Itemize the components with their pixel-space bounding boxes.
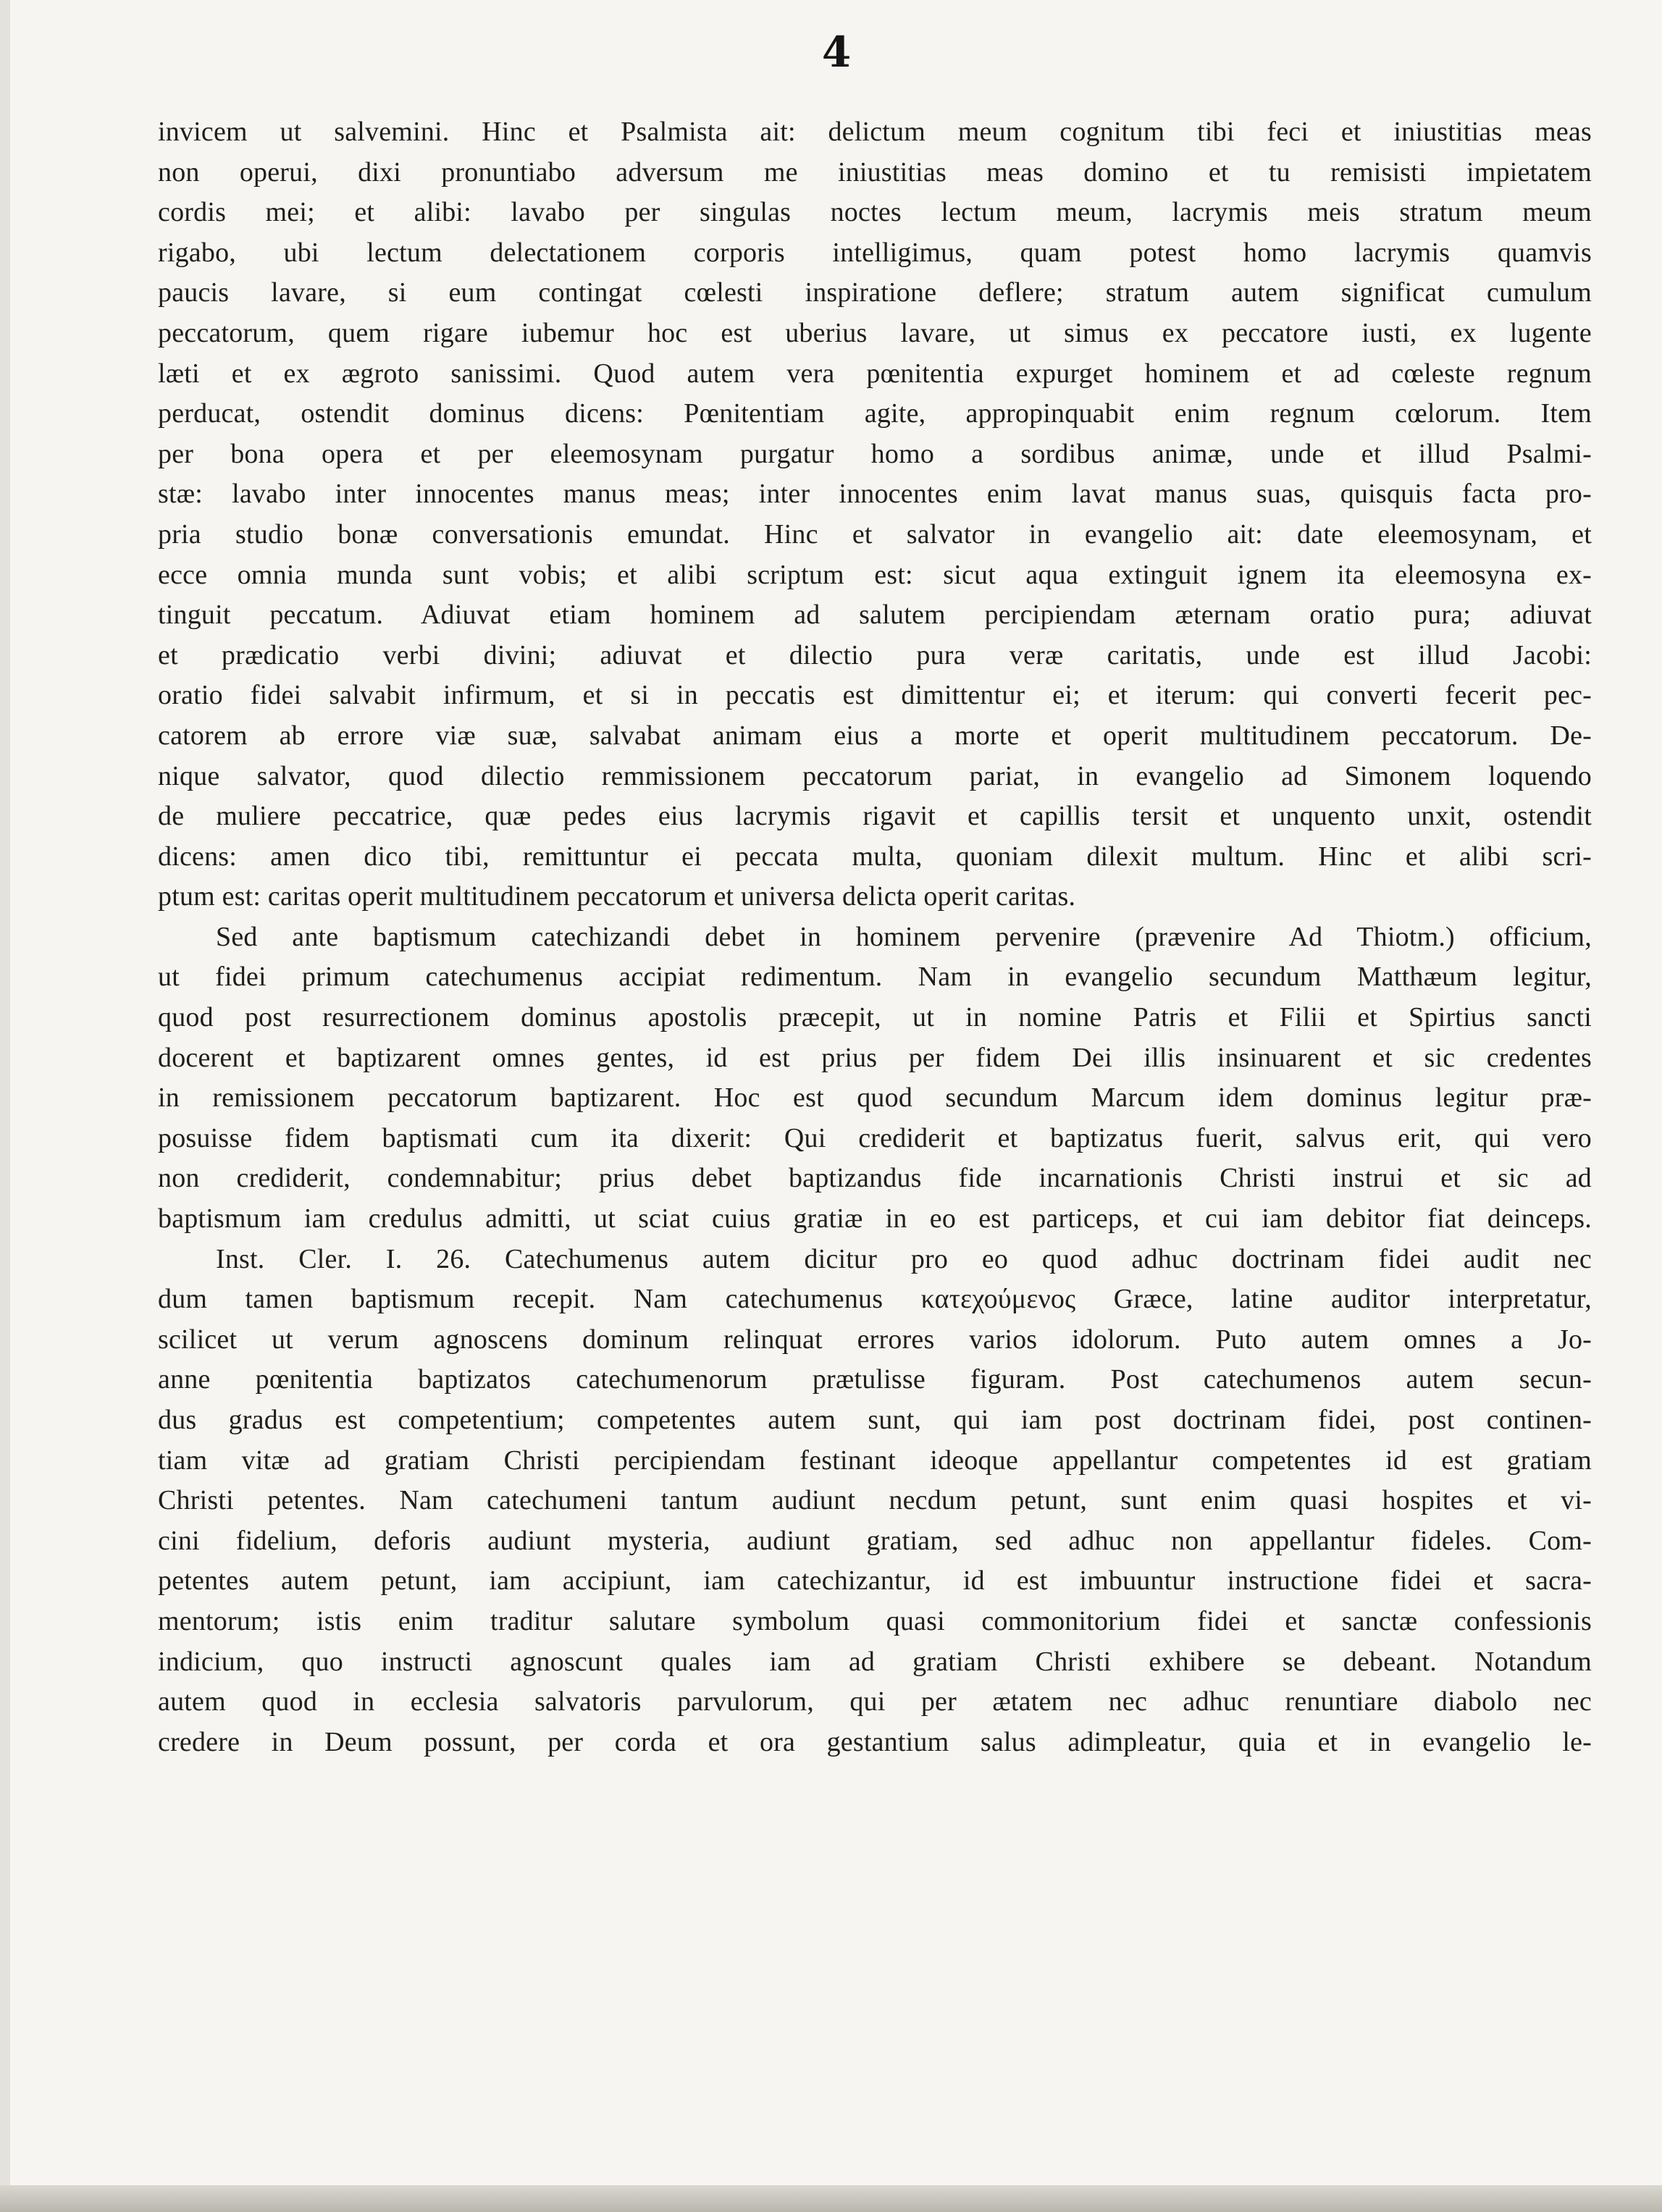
text-line: nique salvator, quod dilectio remmissionem peccatorum pariat, in evangelio ad Simonem loquendo [158, 760, 1592, 791]
text-line: dus gradus est competentium; competentes autem sunt, qui iam post doctrinam fidei, post continen- [158, 1405, 1592, 1435]
text-line: rigabo, ubi lectum delectationem corporis intelligimus, quam potest homo lacrymis quamvis [158, 237, 1592, 268]
text-line: pria studio bonæ conversationis emundat. Hinc et salvator in evangelio ait: date eleemosynam, et [158, 518, 1592, 550]
text-line: mentorum; istis enim traditur salutare symbolum quasi commonitorium fidei et sanctæ confessionis [158, 1605, 1592, 1636]
text-line: peccatorum, quem rigare iubemur hoc est uberius lavare, ut simus ex peccatore iusti, ex lugente [158, 317, 1592, 348]
page-edge-shadow [0, 0, 10, 2212]
text-line: de muliere peccatrice, quæ pedes eius lacrymis rigavit et capillis tersit et unquento unxit, ostendit [158, 801, 1592, 832]
text-line: stæ: lavabo inter innocentes manus meas; inter innocentes enim lavat manus suas, quisquis facta pro- [158, 479, 1592, 510]
text-line: ptum est: caritas operit multitudinem peccatorum et universa delicta operit caritas. [158, 881, 1076, 912]
text-line: et prædicatio verbi divini; adiuvat et dilectio pura veræ caritatis, unde est illud Jacobi: [158, 639, 1592, 670]
page-bottom-edge [0, 2185, 1662, 2212]
text-line: paucis lavare, si eum contingat cœlesti inspiratione deflere; stratum autem significat cumulum [158, 277, 1592, 308]
text-line: ut fidei primum catechumenus accipiat redimentum. Nam in evangelio secundum Matthæum legitur, [158, 962, 1592, 993]
text-line: tiam vitæ ad gratiam Christi percipiendam festinant ideoque appellantur competentes id est gratiam [158, 1444, 1592, 1476]
text-line: cini fidelium, deforis audiunt mysteria, audiunt gratiam, sed adhuc non appellantur fideles. Com- [158, 1525, 1592, 1556]
page-number: 4 [821, 28, 852, 77]
text-line: non crediderit, condemnabitur; prius debet baptizandus fide incarnationis Christi instrui et sic ad [158, 1163, 1592, 1194]
body-text [158, 112, 1592, 1762]
text-line: indicium, quo instructi agnoscunt quales iam ad gratiam Christi exhibere se debeant. Notandum [158, 1646, 1592, 1677]
text-line: petentes autem petunt, iam accipiunt, iam catechizantur, id est imbuuntur instructione fidei et sacra- [158, 1565, 1592, 1597]
paragraph-start-line: Sed ante baptismum catechizandi debet in hominem pervenire (prævenire Ad Thiotm.) officium, [216, 921, 1592, 952]
text-line: perducat, ostendit dominus dicens: Pœnitentiam agite, appropinquabit enim regnum cœlorum. Item [158, 398, 1592, 429]
text-line: credere in Deum possunt, per corda et ora gestantium salus adimpleatur, quia et in evangelio le- [158, 1726, 1592, 1757]
text-line: oratio fidei salvabit infirmum, et si in peccatis est dimittentur ei; et iterum: qui converti fecerit pec- [158, 680, 1592, 711]
text-line: scilicet ut verum agnoscens dominum relinquat errores varios idolorum. Puto autem omnes a Jo- [158, 1324, 1592, 1355]
text-line: baptismum iam credulus admitti, ut sciat cuius gratiæ in eo est particeps, et cui iam debitor fiat deinceps. [158, 1203, 1592, 1235]
text-line: invicem ut salvemini. Hinc et Psalmista ait: delictum meum cognitum tibi feci et iniustitias meas [158, 117, 1592, 147]
text-line: Christi petentes. Nam catechumeni tantum audiunt necdum petunt, sunt enim quasi hospites et vi- [158, 1485, 1592, 1516]
text-line: autem quod in ecclesia salvatoris parvulorum, qui per ætatem nec adhuc renuntiare diabolo nec [158, 1686, 1592, 1717]
text-line: in remissionem peccatorum baptizarent. Hoc est quod secundum Marcum idem dominus legitur præ- [158, 1082, 1592, 1114]
text-line: cordis mei; et alibi: lavabo per singulas noctes lectum meum, lacrymis meis stratum meum [158, 197, 1592, 228]
text-line: posuisse fidem baptismati cum ita dixerit: Qui crediderit et baptizatus fuerit, salvus erit, qui vero [158, 1122, 1592, 1153]
text-line: læti et ex ægroto sanissimi. Quod autem vera pœnitentia expurget hominem et ad cœleste regnum [158, 358, 1592, 389]
text-line: dum tamen baptismum recepit. Nam catechumenus κατεχούμενος Græce, latine auditor interpretatur, [158, 1284, 1592, 1315]
text-line: catorem ab errore viæ suæ, salvabat animam eius a morte et operit multitudinem peccatorum. De- [158, 720, 1592, 751]
text-line: quod post resurrectionem dominus apostolis præcepit, ut in nomine Patris et Filii et Spirtius sancti [158, 1002, 1592, 1033]
text-line: non operui, dixi pronuntiabo adversum me iniustitias meas domino et tu remisisti impietatem [158, 156, 1592, 188]
text-line: anne pœnitentia baptizatos catechumenorum prætulisse figuram. Post catechumenos autem secun- [158, 1364, 1592, 1395]
text-line: tinguit peccatum. Adiuvat etiam hominem ad salutem percipiendam æternam oratio pura; adiuvat [158, 600, 1592, 631]
paragraph-start-line: Inst. Cler. I. 26. Catechumenus autem dicitur pro eo quod adhuc doctrinam fidei audit nec [216, 1243, 1592, 1274]
text-line: ecce omnia munda sunt vobis; et alibi scriptum est: sicut aqua extinguit ignem ita eleemosyna ex- [158, 559, 1592, 590]
text-line: per bona opera et per eleemosynam purgatur homo a sordibus animæ, unde et illud Psalmi- [158, 438, 1592, 469]
text-line: dicens: amen dico tibi, remittuntur ei peccata multa, quoniam dilexit multum. Hinc et alibi scri- [158, 841, 1592, 872]
text-line: docerent et baptizarent omnes gentes, id est prius per fidem Dei illis insinuarent et sic credentes [158, 1042, 1592, 1073]
